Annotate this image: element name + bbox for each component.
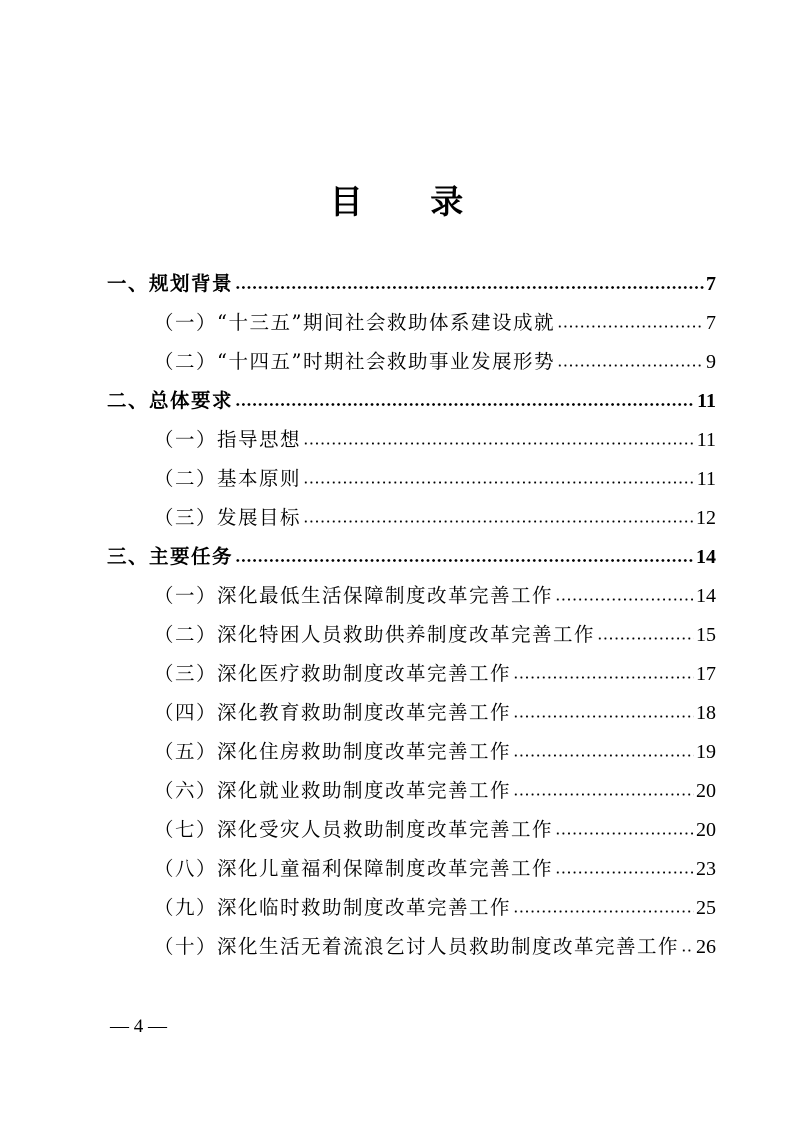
toc-leader-dots [557,364,704,367]
toc-page-number: 17 [696,663,716,685]
page-footer-number: — 4 — [110,1016,167,1037]
toc-entry[interactable] [154,422,716,458]
toc-leader-dots [557,325,704,328]
toc-page-number: 19 [696,741,716,763]
toc-entry[interactable] [154,812,716,848]
toc-entry[interactable] [154,578,716,614]
toc-page-number: 9 [706,351,716,373]
toc-entry[interactable] [154,617,716,653]
toc-page-number: 7 [706,273,716,295]
toc-entry[interactable] [154,851,716,887]
toc-page-number: 11 [697,390,716,412]
toc-entry[interactable] [154,929,716,965]
toc-leader-dots [597,637,694,640]
toc-leader-dots [555,598,694,601]
toc-leader-dots [513,754,694,757]
toc-page-number: 11 [696,468,716,490]
toc-leader-dots [555,832,694,835]
toc-entry[interactable] [154,656,716,692]
toc-page-number: 14 [696,546,716,568]
toc-leader-dots [303,520,694,523]
toc-leader-dots [235,559,694,562]
toc-entry-label: 三、主要任务 [107,545,234,568]
toc-page-number: 11 [696,429,716,451]
toc-entry-label: （六）深化就业救助制度改革完善工作 [154,779,512,802]
toc-page-number: 20 [696,819,716,841]
toc-entry[interactable] [154,500,716,536]
toc-leader-dots [513,676,694,679]
toc-entry[interactable] [154,695,716,731]
toc-entry[interactable] [107,383,716,419]
toc-page-number: 12 [696,507,716,529]
toc-entry[interactable] [107,539,716,575]
toc-leader-dots [513,715,694,718]
toc-leader-dots [235,403,695,406]
toc-leader-dots [303,481,695,484]
toc-entry[interactable] [154,773,716,809]
toc-entry-label: （五）深化住房救助制度改革完善工作 [154,740,512,763]
toc-entry-label: （十）深化生活无着流浪乞讨人员救助制度改革完善工作 [154,935,680,958]
toc-entry-label: （三）发展目标 [154,506,302,529]
toc-entry-label: （一）指导思想 [154,428,302,451]
toc-entry-label: （一）“十三五”期间社会救助体系建设成就 [154,311,555,334]
toc-entry-label: （二）“十四五”时期社会救助事业发展形势 [154,350,555,373]
toc-entry-label: （二）基本原则 [154,467,302,490]
toc-leader-dots [555,871,694,874]
toc-leader-dots [303,442,695,445]
toc-page-number: 14 [696,585,716,607]
toc-entry-label: 一、规划背景 [107,272,234,295]
toc-leader-dots [513,793,694,796]
toc-entry[interactable] [154,461,716,497]
toc-page-number: 18 [696,702,716,724]
toc-entry-label: （四）深化教育救助制度改革完善工作 [154,701,512,724]
toc-leader-dots [235,286,704,289]
toc-entry[interactable] [154,734,716,770]
toc-entry-label: （二）深化特困人员救助供养制度改革完善工作 [154,623,596,646]
toc-entry-label: （一）深化最低生活保障制度改革完善工作 [154,584,554,607]
toc-entry[interactable] [154,305,716,341]
page-title: 目 录 [329,182,492,221]
toc-entry[interactable] [107,266,716,302]
toc-page-number: 25 [696,897,716,919]
toc-entry-label: 二、总体要求 [107,389,234,412]
toc-entry-label: （七）深化受灾人员救助制度改革完善工作 [154,818,554,841]
toc-entry[interactable] [154,890,716,926]
toc-leader-dots [681,949,694,952]
toc-entry[interactable] [154,344,716,380]
toc-page-number: 20 [696,780,716,802]
toc-page-number: 23 [696,858,716,880]
toc-entry-label: （三）深化医疗救助制度改革完善工作 [154,662,512,685]
toc-page-number: 7 [706,312,716,334]
toc-page-number: 15 [696,624,716,646]
toc-leader-dots [513,910,694,913]
toc-entry-label: （八）深化儿童福利保障制度改革完善工作 [154,857,554,880]
toc-entry-label: （九）深化临时救助制度改革完善工作 [154,896,512,919]
toc-page-number: 26 [696,936,716,958]
